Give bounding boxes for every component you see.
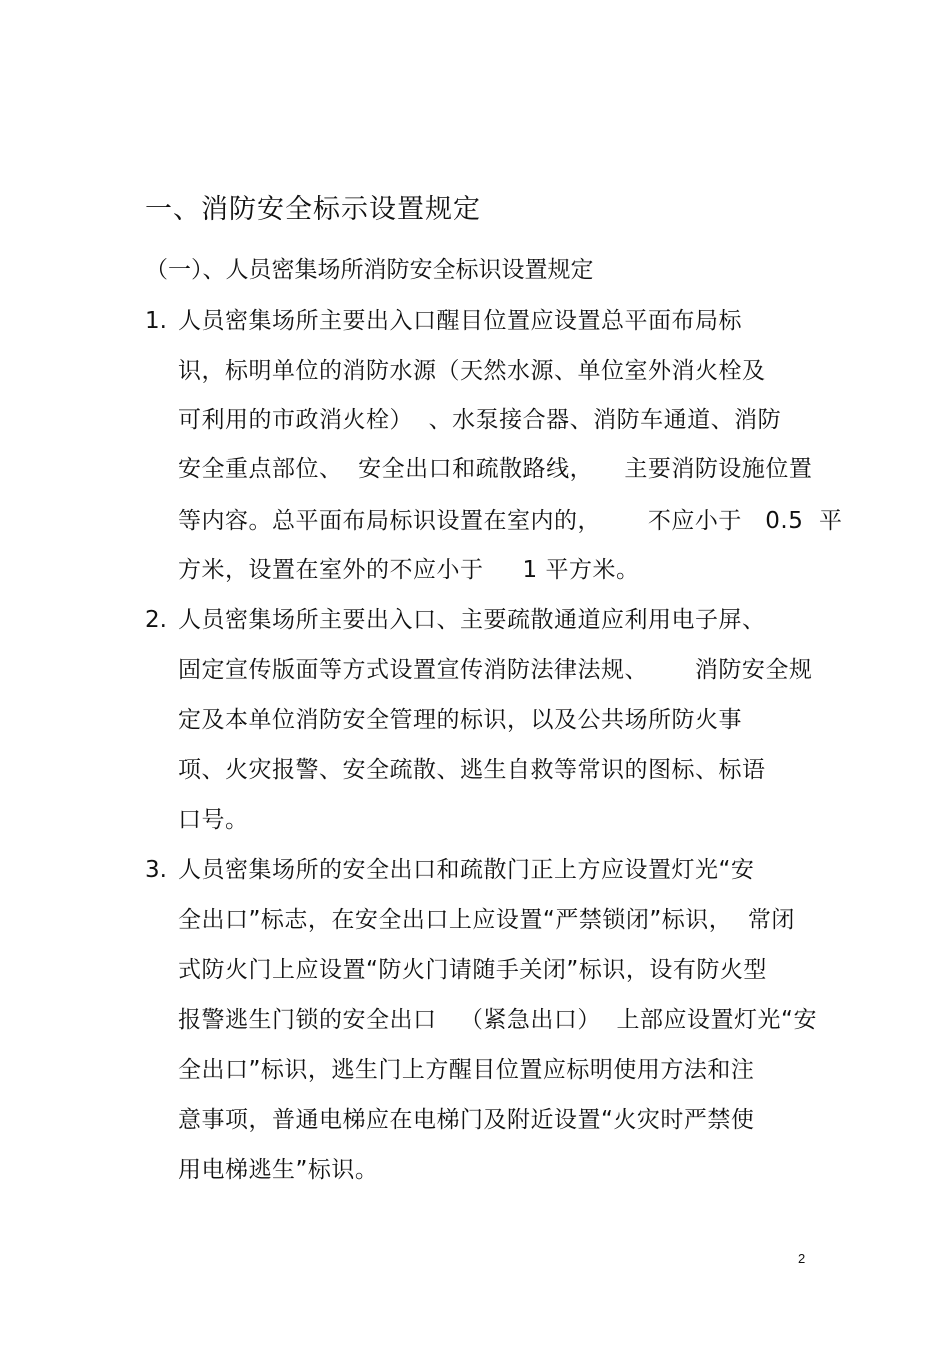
paragraph-line: 报警逃生门锁的安全出口 （紧急出口） 上部应设置灯光“安 (178, 1007, 817, 1033)
paragraph-line: 方米，设置在室外的不应小于 1 平方米。 (178, 557, 640, 583)
item-number: 2. (145, 607, 167, 633)
paragraph-line: 人员密集场所的安全出口和疏散门正上方应设置灯光“安 (178, 857, 755, 883)
paragraph-line: 定及本单位消防安全管理的标识，以及公共场所防火事 (178, 707, 742, 733)
paragraph-line: 口号。 (178, 807, 249, 833)
paragraph-line: 全出口”标志，在安全出口上应设置“严禁锁闭”标识， 常闭 (178, 907, 795, 933)
paragraph-line: 等内容。总平面布局标识设置在室内的， 不应小于 0.5 平 (178, 508, 843, 534)
paragraph-line: 识，标明单位的消防水源（天然水源、单位室外消火栓及 (178, 358, 766, 384)
subsection-heading: （一）、人员密集场所消防安全标识设置规定 (145, 257, 594, 283)
section-heading: 一、消防安全标示设置规定 (145, 194, 481, 225)
paragraph-line: 安全重点部位、 安全出口和疏散路线， 主要消防设施位置 (178, 456, 813, 482)
item-number: 1. (145, 308, 167, 334)
page-number: 2 (798, 1251, 806, 1266)
item-number: 3. (145, 857, 167, 883)
paragraph-line: 式防火门上应设置“防火门请随手关闭”标识，设有防火型 (178, 957, 767, 983)
paragraph-line: 意事项，普通电梯应在电梯门及附近设置“火灾时严禁使 (178, 1107, 755, 1133)
paragraph-line: 人员密集场所主要出入口、主要疏散通道应利用电子屏、 (178, 607, 766, 633)
paragraph-line: 用电梯逃生”标识。 (178, 1157, 379, 1183)
paragraph-line: 全出口”标识，逃生门上方醒目位置应标明使用方法和注 (178, 1057, 755, 1083)
paragraph-line: 项、火灾报警、安全疏散、逃生自救等常识的图标、标语 (178, 757, 766, 783)
paragraph-line: 固定宣传版面等方式设置宣传消防法律法规、 消防安全规 (178, 657, 813, 683)
paragraph-line: 人员密集场所主要出入口醒目位置应设置总平面布局标 (178, 308, 742, 334)
paragraph-line: 可利用的市政消火栓） 、水泵接合器、消防车通道、消防 (178, 407, 782, 433)
